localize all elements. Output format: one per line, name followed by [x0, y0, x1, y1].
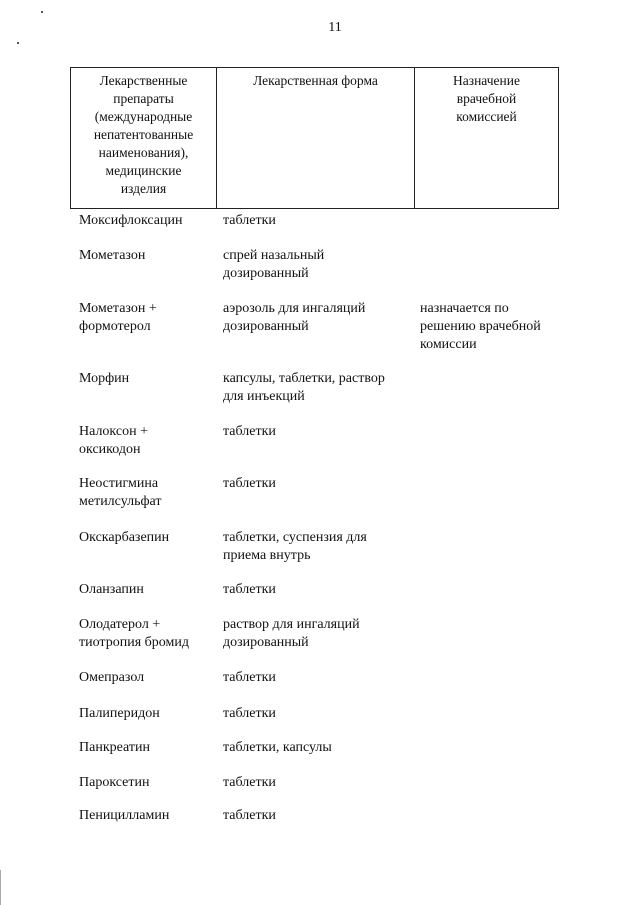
- dosage-form: [223, 705, 413, 723]
- text-line: Палиперидон: [79, 706, 160, 721]
- scan-edge-line: [0, 870, 1, 905]
- text-line: Моксифлоксацин: [79, 213, 183, 228]
- text-line: формотерол: [79, 319, 151, 334]
- text-line: Панкреатин: [79, 740, 150, 755]
- drug-name: [79, 669, 219, 687]
- text-line: назначается по: [420, 301, 509, 316]
- text-line: Пеницилламин: [79, 808, 170, 823]
- drug-name: [79, 705, 219, 723]
- text-line: комиссии: [420, 337, 477, 352]
- dosage-form: [223, 529, 413, 565]
- text-line: таблетки: [223, 670, 276, 685]
- drug-name: [79, 774, 219, 792]
- scan-speck: [17, 42, 19, 44]
- text-line: изделия: [120, 181, 167, 196]
- dosage-form: [223, 300, 413, 336]
- text-line: препараты: [113, 91, 174, 106]
- drug-name: [79, 739, 219, 757]
- dosage-form: [223, 807, 413, 825]
- text-line: оксикодон: [79, 442, 141, 457]
- drug-name: [79, 529, 219, 547]
- text-line: таблетки: [223, 476, 276, 491]
- dosage-form: [223, 616, 413, 652]
- text-line: Омепразол: [79, 670, 145, 685]
- drug-name: [79, 616, 219, 652]
- dosage-form: [223, 475, 413, 493]
- text-line: Назначение: [453, 73, 520, 88]
- text-line: таблетки: [223, 424, 276, 439]
- text-line: медицинские: [105, 163, 182, 178]
- text-line: Неостигмина: [79, 476, 159, 491]
- scan-speck: [41, 11, 43, 13]
- text-line: Олодатерол +: [79, 617, 161, 632]
- page-number: 11: [328, 20, 342, 35]
- text-line: метилсульфат: [79, 494, 162, 509]
- text-line: Лекарственные: [99, 73, 188, 88]
- header-col-form: [217, 68, 415, 208]
- text-line: капсулы, таблетки, раствор: [223, 371, 385, 386]
- text-line: для инъекций: [223, 389, 305, 404]
- drug-name: [79, 423, 219, 459]
- dosage-form: [223, 669, 413, 687]
- text-line: Пароксетин: [79, 775, 150, 790]
- text-line: спрей назальный: [223, 248, 325, 263]
- text-line: Налоксон +: [79, 424, 148, 439]
- header-col-drugs: [71, 68, 217, 208]
- text-line: таблетки: [223, 582, 276, 597]
- text-line: таблетки: [223, 706, 276, 721]
- drug-name: [79, 475, 219, 511]
- text-line: дозированный: [223, 635, 309, 650]
- text-line: раствор для ингаляций: [223, 617, 360, 632]
- dosage-form: [223, 370, 413, 406]
- text-line: таблетки: [223, 808, 276, 823]
- text-line: Морфин: [79, 371, 130, 386]
- text-line: непатентованные: [93, 127, 194, 142]
- drug-name: [79, 212, 219, 230]
- dosage-form: [223, 774, 413, 792]
- table-header: [70, 67, 559, 209]
- text-line: таблетки, суспензия для: [223, 530, 367, 545]
- text-line: приема внутрь: [223, 548, 311, 563]
- text-line: (международные: [94, 109, 193, 124]
- dosage-form: [223, 212, 413, 230]
- text-line: таблетки, капсулы: [223, 740, 332, 755]
- dosage-form: [223, 739, 413, 757]
- text-line: Мометазон: [79, 248, 146, 263]
- text-line: Окскарбазепин: [79, 530, 170, 545]
- dosage-form: [223, 247, 413, 283]
- text-line: дозированный: [223, 319, 309, 334]
- text-line: комиссией: [456, 109, 517, 124]
- text-line: таблетки: [223, 775, 276, 790]
- text-line: Мометазон +: [79, 301, 157, 316]
- drug-name: [79, 370, 219, 388]
- text-line: тиотропия бромид: [79, 635, 189, 650]
- dosage-form: [223, 581, 413, 599]
- text-line: Оланзапин: [79, 582, 144, 597]
- drug-name: [79, 300, 219, 336]
- text-line: решению врачебной: [420, 319, 541, 334]
- text-line: дозированный: [223, 266, 309, 281]
- text-line: таблетки: [223, 213, 276, 228]
- text-line: Лекарственная форма: [253, 73, 378, 88]
- drug-name: [79, 807, 219, 825]
- drug-name: [79, 581, 219, 599]
- commission-note: [420, 300, 560, 354]
- text-line: врачебной: [456, 91, 517, 106]
- text-line: аэрозоль для ингаляций: [223, 301, 366, 316]
- dosage-form: [223, 423, 413, 441]
- drug-name: [79, 247, 219, 265]
- text-line: наименования),: [98, 145, 189, 160]
- header-col-commission: [415, 68, 558, 208]
